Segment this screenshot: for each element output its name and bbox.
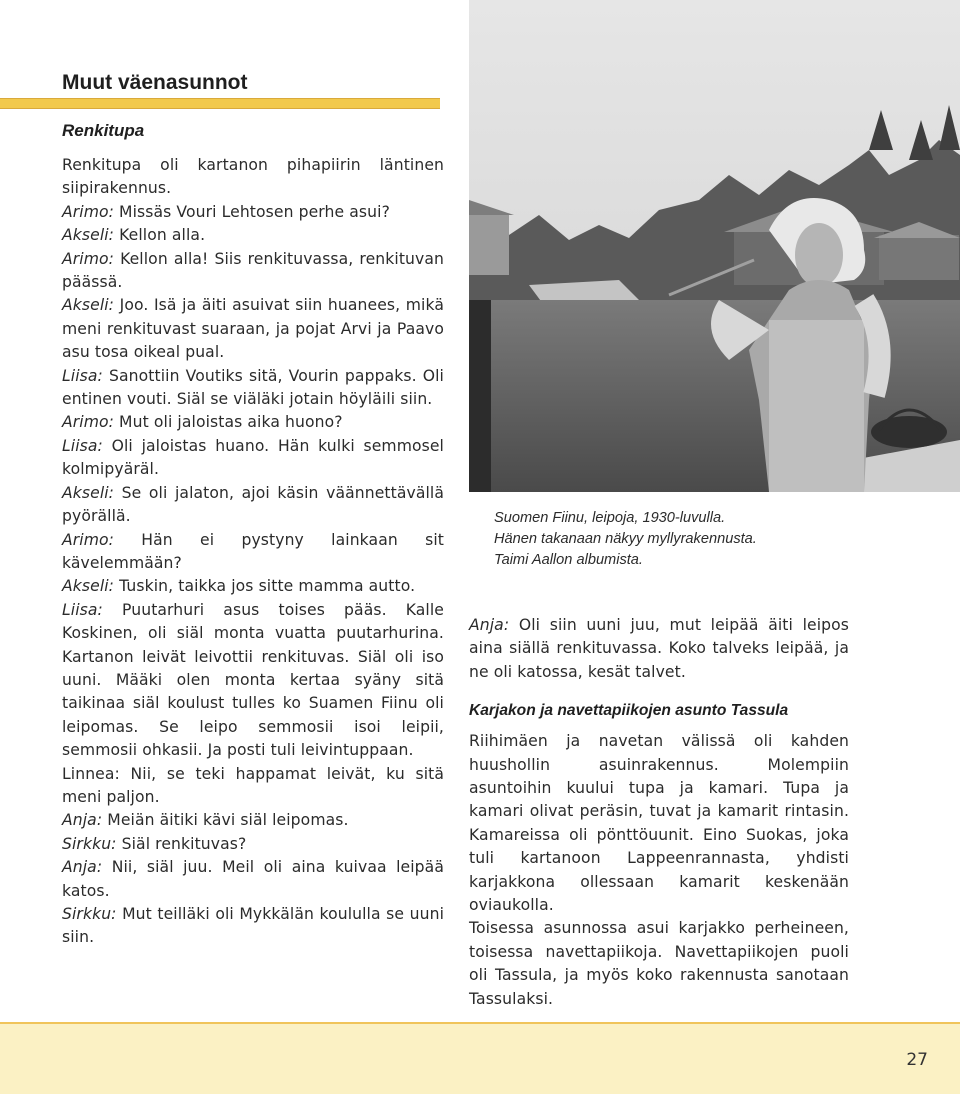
subsection-title: Renkitupa [62,121,145,140]
caption-line: Hänen takanaan näkyy myllyrakennusta. [494,531,757,548]
paragraph: Linnea: Nii, se teki happamat leivät, ku sitä meni paljon. [62,764,444,806]
caption-line: Suomen Fiinu, leipoja, 1930-luvulla. [494,510,726,526]
page-footer [0,1022,960,1094]
paragraph: Anja: Oli siin uuni juu, mut leipää äiti leipos aina siällä renkituvassa. Koko talveks leipää, ja ne oli katossa, kesät talvet. [469,616,849,681]
paragraph: Akseli: Se oli jalaton, ajoi käsin väännettävällä pyörällä. [62,483,444,526]
paragraph: Akseli: Joo. Isä ja äiti asuivat siin huanees, mikä meni renkituvast suaraan, ja pojat Arvi ja Paavo asu tosa oikeal pual. [62,296,444,362]
paragraph: Liisa: Puutarhuri asus toises pääs. Kalle Koskinen, oli siäl monta vuatta puutarhurina. Kartanon leivät leivottii renkituvas. Siäl oli iso uuni. Määki olen monta kertaa syäny sitä taikinaa siäl koulust tulles ko Suamen Fiinu oli leipomas. Se leipo semmosii isoi leipii, semmosii ohkasii. Ja posti tuli leivintuppaan. [62,600,444,760]
left-column [62,68,444,950]
paragraph: Anja: Meiän äitiki kävi siäl leipomas. [62,811,349,830]
title-underline-bar [0,98,440,109]
paragraph: Akseli: Kellon alla. [62,226,206,245]
historical-photo [469,0,960,492]
paragraph: Anja: Nii, siäl juu. Meil oli aina kuivaa leipää katos. [62,858,444,900]
left-body [62,154,444,950]
paragraph: Arimo: Missäs Vouri Lehtosen perhe asui? [62,202,390,221]
right-column [469,614,849,1011]
paragraph: Sirkku: Mut teilläki oli Mykkälän koululla se uuni siin. [62,905,444,947]
paragraph: Liisa: Sanottiin Voutiks sitä, Vourin pappaks. Oli entinen vouti. Siäl se viäläki jotain höyläili siin. [62,366,444,409]
subsection-title: Karjakon ja navettapiikojen asunto Tassula [469,702,789,720]
section-title: Muut väenasunnot [62,71,248,94]
photo-illustration [469,0,960,492]
paragraph: Liisa: Oli jaloistas huano. Hän kulki semmosel kolmipyäräl. [62,436,444,479]
paragraph: Toisessa asunnossa asui karjakko perheineen, toisessa navettapiikoja. Navettapiikojen puoli oli Tassula, ja myös koko rakennusta sanotaan Tassulaksi. [469,919,849,1008]
photo-caption [494,508,854,572]
caption-line: Taimi Aallon albumista. [494,552,643,569]
paragraph: Akseli: Tuskin, taikka jos sitte mamma autto. [62,577,416,596]
paragraph: Arimo: Mut oli jaloistas aika huono? [62,413,343,432]
page-number: 27 [906,1050,928,1070]
paragraph: Renkitupa oli kartanon pihapiirin läntinen siipirakennus. [62,156,444,198]
paragraph: Arimo: Hän ei pystyny lainkaan sit kävelemmään? [62,530,444,572]
paragraph: Sirkku: Siäl renkituvas? [62,834,247,853]
paragraph: Arimo: Kellon alla! Siis renkituvassa, renkituvan päässä. [62,249,444,292]
paragraph: Riihimäen ja navetan välissä oli kahden huushollin asuinrakennus. Molempiin asuntoihin kuului tupa ja kamari. Tupa ja kamari olivat peräsin, tuvat ja kamarit rintasin. Kamareissa oli pönttöuunit. Eino Suokas, joka tuli kartanoon Lappeenrannasta, yhdisti karjakkona ollessaan kamarit keskenään oviaukolla. [469,732,849,915]
